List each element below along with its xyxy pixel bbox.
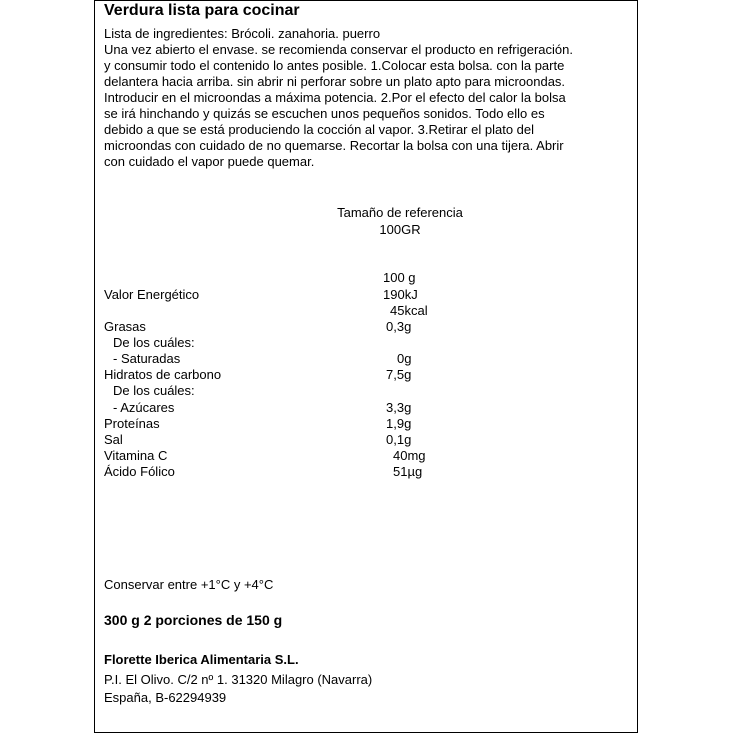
nutrition-label: Grasas [104,319,146,334]
product-title: Verdura lista para cocinar [104,2,300,19]
instruction-line: Una vez abierto el envase. se recomienda conservar el producto en refrigeración. [104,42,573,57]
nutrition-label: - Azúcares [113,400,175,415]
nutrition-label: Vitamina C [104,448,168,463]
ingredients-list: Lista de ingredientes: Brócoli. zanahoria. puerro [104,26,381,41]
nutrition-value: 190kJ [383,287,418,302]
nutrition-value: 7,5g [386,367,412,382]
storage-instructions: Conservar entre +1°C y +4°C [104,577,274,592]
instruction-line: con cuidado el vapor puede quemar. [104,154,315,169]
nutrition-value: 51µg [393,464,423,479]
company-name: Florette Iberica Alimentaria S.L. [104,652,299,667]
instruction-line: microondas con cuidado de no quemarse. Recortar la bolsa con una tijera. Abrir [104,138,564,153]
preparation-instructions [104,42,624,170]
instruction-line: Introducir en el microondas a máxima potencia. 2.Por el efecto del calor la bolsa [104,90,566,105]
nutrition-label: Sal [104,432,123,447]
company-country-id: España, B-62294939 [104,690,227,705]
nutrition-value: 0g [397,351,412,366]
instruction-line: debido a que se está produciendo la cocción al vapor. 3.Retirar el plato del [104,122,535,137]
nutrition-label: Hidratos de carbono [104,367,222,382]
reference-label: Tamaño de referencia [337,205,463,220]
nutrition-value: 0,1g [386,432,412,447]
instruction-line: delantera hacia arriba. sin abrir ni perforar sobre un plato apto para microondas. [104,74,566,89]
nutrition-label: - Saturadas [113,351,181,366]
instruction-line: se irá hinchando y quizás se escuchen unos pequeños sonidos. Todo ello es [104,106,545,121]
nutrition-label: Valor Energético [104,287,200,302]
net-weight: 300 g 2 porciones de 150 g [104,612,283,628]
nutrition-column-header: 100 g [383,270,416,285]
nutrition-label: De los cuáles: [113,383,195,398]
nutrition-value: 3,3g [386,400,412,415]
nutrition-label: De los cuáles: [113,335,195,350]
instruction-line: y consumir todo el contenido lo antes posible. 1.Colocar esta bolsa. con la parte [104,58,565,73]
reference-size [290,204,510,238]
reference-value: 100GR [379,222,421,237]
nutrition-label: Ácido Fólico [104,464,175,479]
nutrition-value: 40mg [393,448,426,463]
nutrition-value: 0,3g [386,319,412,334]
company-address: P.I. El Olivo. C/2 nº 1. 31320 Milagro (Navarra) [104,672,373,687]
nutrition-value: 1,9g [386,416,412,431]
nutrition-value: 45kcal [390,303,428,318]
nutrition-label: Proteínas [104,416,160,431]
